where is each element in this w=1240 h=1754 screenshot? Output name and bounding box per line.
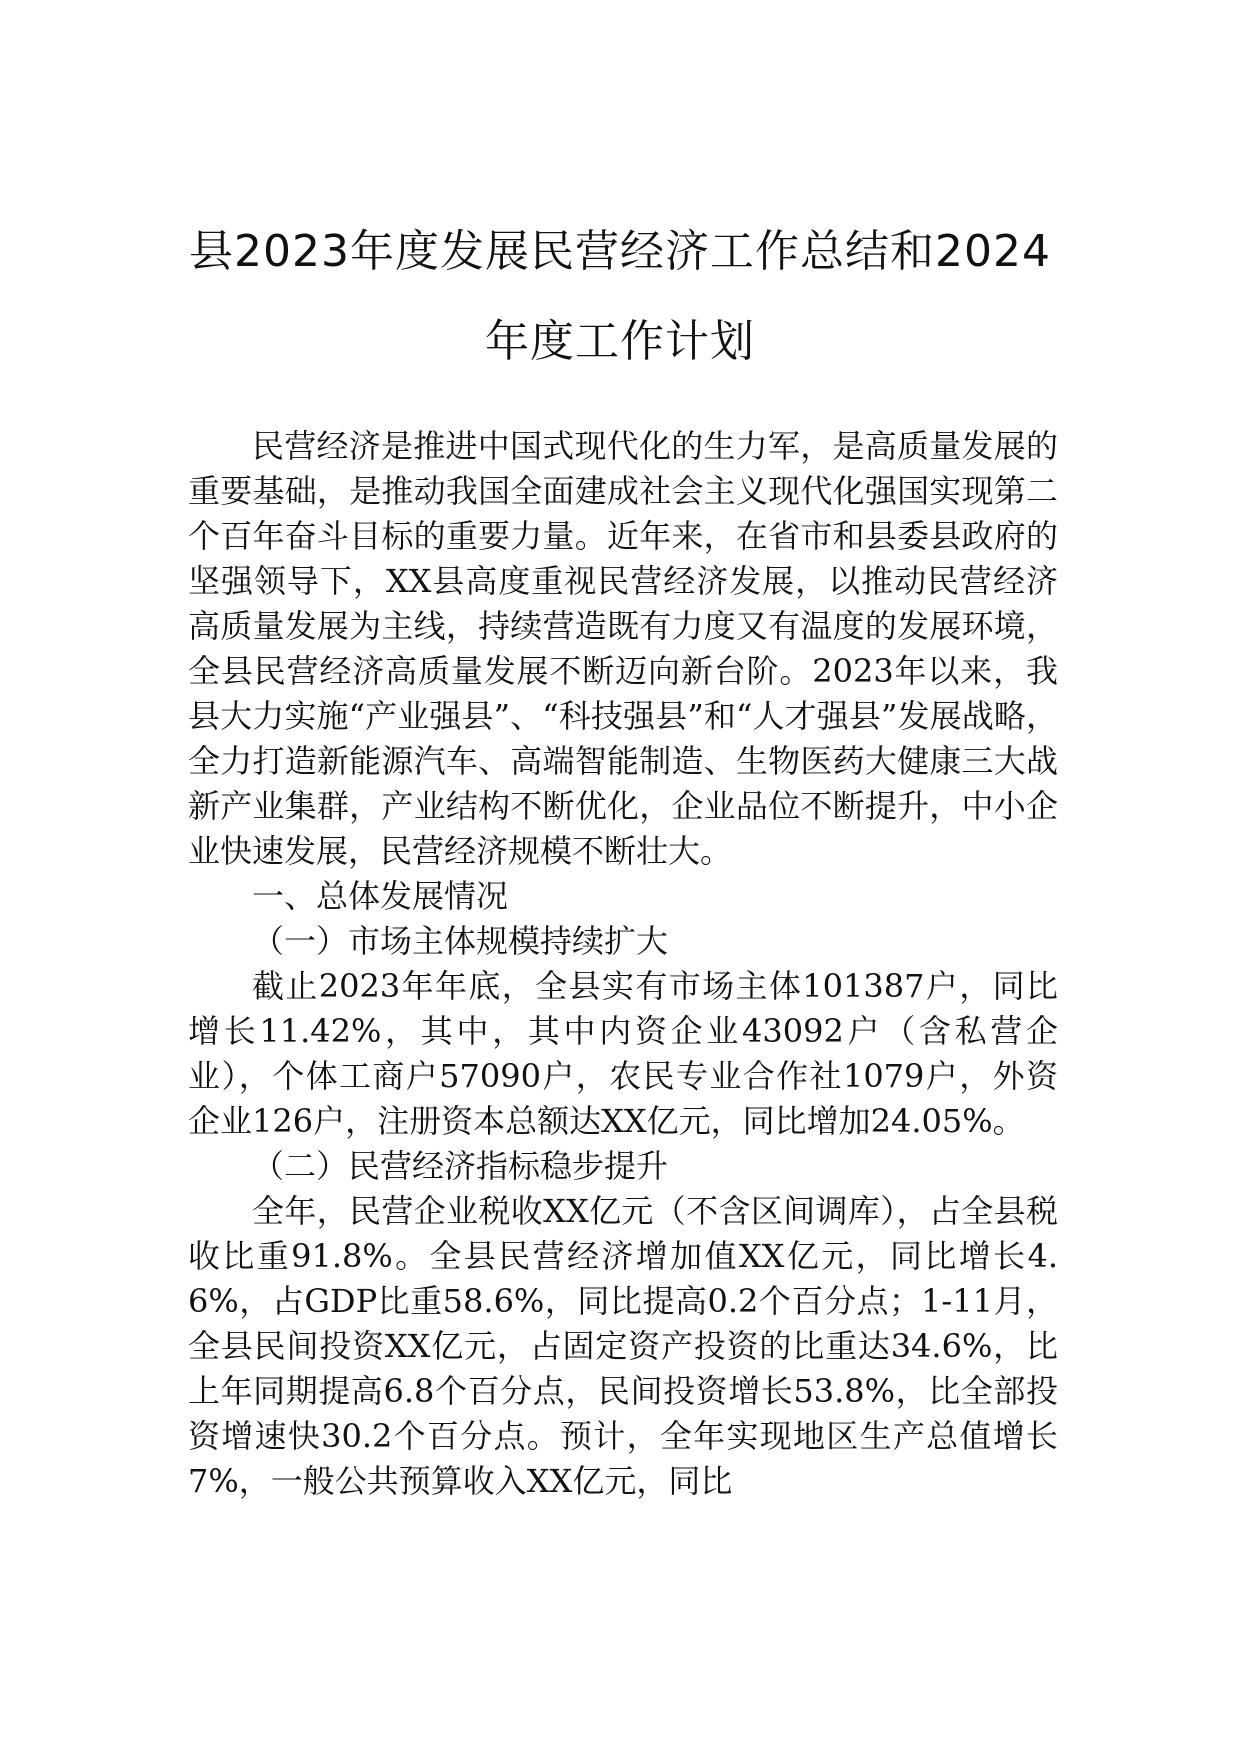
- intro-paragraph: 民营经济是推进中国式现代化的生力军，是高质量发展的重要基础，是推动我国全面建成社会主义现代化强国实现第二个百年奋斗目标的重要力量。近年来，在省市和县委县政府的坚强领导下，XX县高度重视民营经济发展，以推动民营经济高质量发展为主线，持续营造既有力度又有温度的发展环境，全县民营经济高质量发展不断迈向新台阶。2023年以来，我县大力实施“产业强县”、“科技强县”和“人才强县”发展战略，全力打造新能源汽车、高端智能制造、生物医药大健康三大战新产业集群，产业结构不断优化，企业品位不断提升，中小企业快速发展，民营经济规模不断壮大。: [188, 427, 1058, 870]
- document-title-line-1: 县2023年度发展民营经济工作总结和2024: [189, 226, 1051, 277]
- document-title-line-2: 年度工作计划: [485, 316, 755, 367]
- section-heading-1: 一、总体发展情况: [252, 877, 509, 915]
- document-body: [188, 424, 1058, 1504]
- market-entities-paragraph: 截止2023年年底，全县实有市场主体101387户，同比增长11.42%，其中，其中内资企业43092户（含私营企业），个体工商户57090户，农民专业合作社1079户，外资企业126户，注册资本总额达XX亿元，同比增加24.05%。: [188, 967, 1058, 1140]
- indicators-paragraph: 全年，民营企业税收XX亿元（不含区间调库），占全县税收比重91.8%。全县民营经济增加值XX亿元，同比增长4.6%，占GDP比重58.6%，同比提高0.2个百分点；1-11月，全县民间投资XX亿元，占固定资产投资的比重达34.6%，比上年同期提高6.8个百分点，民间投资增长53.8%，比全部投资增速快30.2个百分点。预计，全年实现地区生产总值增长7%，一般公共预算收入XX亿元，同比: [188, 1192, 1058, 1500]
- subsection-heading-1: （一）市场主体规模持续扩大: [252, 922, 669, 960]
- subsection-heading-2: （二）民营经济指标稳步提升: [252, 1147, 669, 1185]
